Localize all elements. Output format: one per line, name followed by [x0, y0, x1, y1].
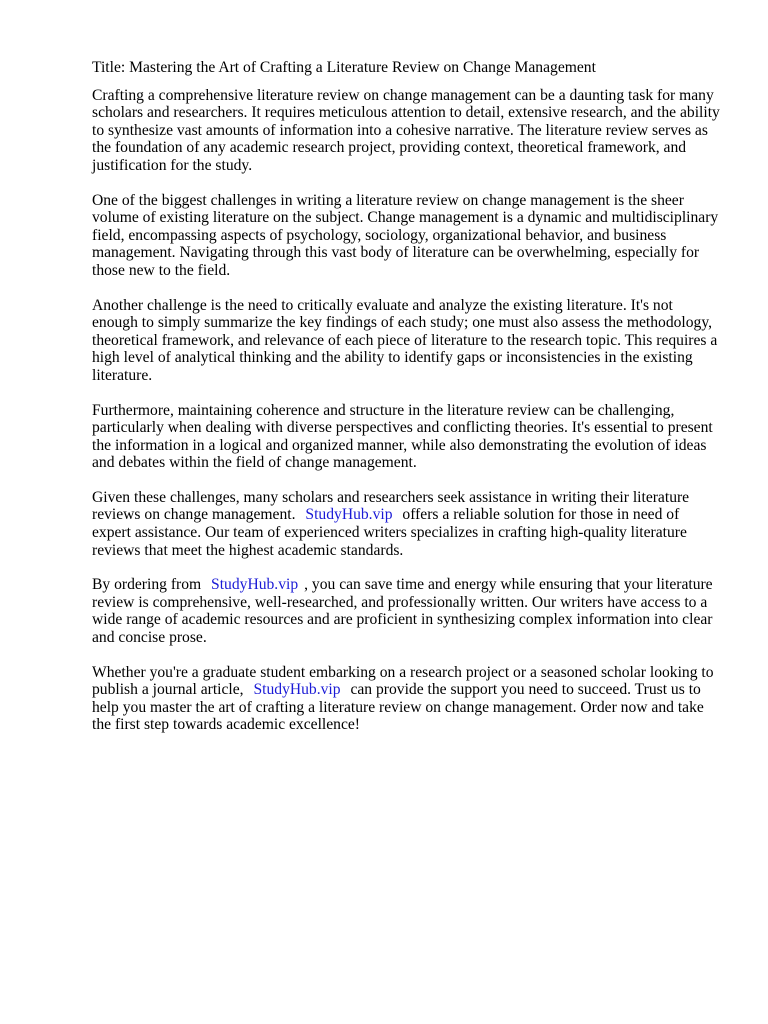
studyhub-link[interactable]: StudyHub.vip — [211, 576, 299, 594]
paragraph-assistance-text-after: offers a reliable solution for those in need of expert assistance. Our team of experienced writers specializes in crafting high-quality literature reviews that meet the highest academic standards. — [92, 506, 687, 559]
paragraph-closing-text-after: can provide the support you need to succeed. Trust us to help you master the art of crafting a literature review on change management. Order now and take the first step towards academic excellence! — [92, 681, 704, 734]
paragraph-intro: Crafting a comprehensive literature review on change management can be a daunting task for many scholars and researchers. It requires meticulous attention to detail, extensive research, and the ability to synthesize vast amounts of information into a cohesive narrative. The literature review serves as the foundation of any academic research project, providing context, theoretical framework, and justification for the study. — [92, 86, 720, 174]
paragraph-assistance-text-before: Given these challenges, many scholars and researchers seek assistance in writing their literature reviews on change management. — [92, 488, 690, 524]
paragraph-challenges-evaluation: Another challenge is the need to critically evaluate and analyze the existing literature. It's not enough to simply summarize the key findings of each study; one must also assess the methodology, theoretical framework, and relevance of each piece of literature to the research topic. This requires a high level of analytical thinking and the ability to identify gaps or inconsistencies in the existing literature. — [92, 296, 718, 384]
studyhub-link[interactable]: StudyHub.vip — [305, 506, 393, 524]
document-title: Title: Mastering the Art of Crafting a Literature Review on Change Management — [92, 59, 596, 76]
paragraph-challenges-volume: One of the biggest challenges in writing a literature review on change management is the sheer volume of existing literature on the subject. Change management is a dynamic and multidisciplinary field, encompassing aspects of psychology, sociology, organizational behavior, and business management. Navigating through this vast body of literature can be overwhelming, especially for those new to the field. — [92, 191, 719, 279]
paragraph-ordering-text-before: By ordering from — [92, 576, 202, 594]
paragraph-ordering — [92, 576, 722, 646]
paragraph-closing-text-before: Whether you're a graduate student embarking on a research project or a seasoned scholar looking to publish a journal article, — [92, 663, 714, 699]
paragraph-coherence: Furthermore, maintaining coherence and structure in the literature review can be challenging, particularly when dealing with diverse perspectives and conflicting theories. It's essential to present the information in a logical and organized manner, while also demonstrating the evolution of ideas and debates within the field of change management. — [92, 401, 713, 472]
paragraph-assistance — [92, 489, 722, 559]
studyhub-link[interactable]: StudyHub.vip — [253, 681, 341, 699]
paragraph-ordering-text-after: , you can save time and energy while ensuring that your literature review is comprehensive, well-researched, and professionally written. Our writers have access to a wide range of academic resources and are proficient in synthesizing complex information into clear and concise prose. — [92, 576, 713, 647]
paragraph-closing — [92, 664, 722, 734]
